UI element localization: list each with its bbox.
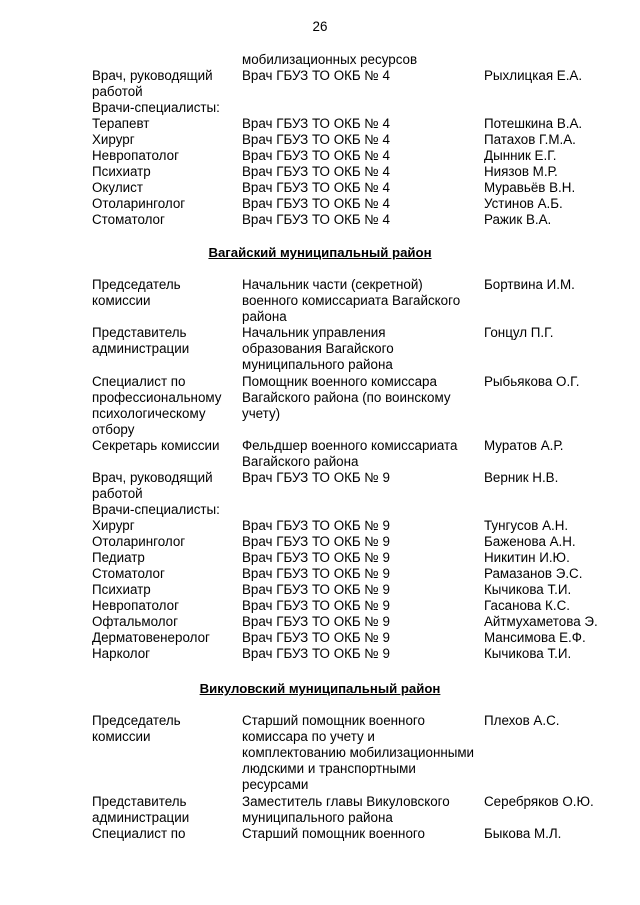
role-cell: Врачи-специалисты:: [92, 100, 220, 115]
role-cell: Невропатолог: [92, 148, 179, 163]
name-cell: Рыхлицкая Е.А.: [484, 68, 583, 83]
position-cell: Врач ГБУЗ ТО ОКБ № 4: [242, 68, 390, 83]
role-cell: Педиатр: [92, 550, 145, 565]
position-cell: Старший помощник военного: [242, 713, 425, 728]
name-cell: Муравьёв В.Н.: [484, 180, 576, 195]
name-cell: Ражик В.А.: [484, 212, 552, 227]
position-cell: военного комиссариата Вагайского: [242, 293, 461, 308]
role-cell: Председатель: [92, 713, 181, 728]
role-cell: Секретарь комиссии: [92, 438, 220, 453]
name-cell: Плехов А.С.: [484, 713, 560, 728]
position-cell: людскими и транспортными: [242, 761, 416, 776]
role-cell: психологическому: [92, 406, 206, 421]
position-cell: Врач ГБУЗ ТО ОКБ № 4: [242, 180, 390, 195]
position-cell: Врач ГБУЗ ТО ОКБ № 9: [242, 566, 390, 581]
position-cell: Врач ГБУЗ ТО ОКБ № 4: [242, 212, 390, 227]
position-cell: Врач ГБУЗ ТО ОКБ № 4: [242, 148, 390, 163]
role-cell: Стоматолог: [92, 212, 165, 227]
position-cell: Вагайского района: [242, 454, 359, 469]
name-cell: Бортвина И.М.: [484, 277, 575, 292]
name-cell: Кычикова Т.И.: [484, 582, 572, 597]
district-heading: Вагайский муниципальный район: [208, 245, 432, 260]
position-cell: Старший помощник военного: [242, 826, 425, 841]
role-cell: Хирург: [92, 132, 135, 147]
name-cell: Никитин И.Ю.: [484, 550, 570, 565]
position-cell: Врач ГБУЗ ТО ОКБ № 9: [242, 598, 390, 613]
name-cell: Быкова М.Л.: [484, 826, 562, 841]
role-cell: Отоларинголог: [92, 196, 186, 211]
name-cell: Верник Н.В.: [484, 470, 559, 485]
position-cell: Начальник управления: [242, 325, 386, 340]
name-cell: Тунгусов А.Н.: [484, 518, 569, 533]
position-cell: Помощник военного комиссара: [242, 374, 437, 389]
role-cell: Отоларинголог: [92, 534, 186, 549]
position-cell: Врач ГБУЗ ТО ОКБ № 9: [242, 550, 390, 565]
role-cell: работой: [92, 84, 143, 99]
position-cell: муниципального района: [242, 810, 393, 825]
name-cell: Ниязов М.Р.: [484, 164, 558, 179]
role-cell: администрации: [92, 810, 190, 825]
name-cell: Потешкина В.А.: [484, 116, 583, 131]
position-cell: Фельдшер военного комиссариата: [242, 438, 458, 453]
role-cell: Офтальмолог: [92, 614, 179, 629]
name-cell: Кычикова Т.И.: [484, 646, 572, 661]
position-cell: мобилизационных ресурсов: [242, 52, 418, 67]
name-cell: Устинов А.Б.: [484, 196, 563, 211]
role-cell: комиссии: [92, 729, 151, 744]
role-cell: комиссии: [92, 293, 151, 308]
position-cell: Врач ГБУЗ ТО ОКБ № 9: [242, 630, 390, 645]
role-cell: Специалист по: [92, 826, 186, 841]
district-heading: Викуловский муниципальный район: [199, 681, 441, 696]
name-cell: Мансимова Е.Ф.: [484, 630, 586, 645]
name-cell: Гонцул П.Г.: [484, 325, 554, 340]
role-cell: Нарколог: [92, 646, 151, 661]
role-cell: Специалист по: [92, 374, 186, 389]
name-cell: Муратов А.Р.: [484, 438, 564, 453]
position-cell: Начальник части (секретной): [242, 277, 423, 292]
position-cell: Врач ГБУЗ ТО ОКБ № 4: [242, 116, 390, 131]
page-number: 26: [312, 19, 328, 34]
role-cell: Представитель: [92, 325, 187, 340]
role-cell: Невропатолог: [92, 598, 179, 613]
position-cell: Врач ГБУЗ ТО ОКБ № 4: [242, 196, 390, 211]
name-cell: Айтмухаметова Э.: [484, 614, 598, 629]
position-cell: учету): [242, 406, 281, 421]
role-cell: Психиатр: [92, 582, 151, 597]
name-cell: Рыбьякова О.Г.: [484, 374, 580, 389]
role-cell: Врачи-специалисты:: [92, 502, 220, 517]
position-cell: Врач ГБУЗ ТО ОКБ № 9: [242, 582, 390, 597]
position-cell: комиссара по учету и: [242, 729, 375, 744]
position-cell: муниципального района: [242, 357, 393, 372]
name-cell: Баженова А.Н.: [484, 534, 576, 549]
role-cell: Психиатр: [92, 164, 151, 179]
position-cell: ресурсами: [242, 777, 309, 792]
position-cell: Врач ГБУЗ ТО ОКБ № 9: [242, 646, 390, 661]
role-cell: Хирург: [92, 518, 135, 533]
role-cell: Стоматолог: [92, 566, 165, 581]
position-cell: Врач ГБУЗ ТО ОКБ № 9: [242, 614, 390, 629]
position-cell: Врач ГБУЗ ТО ОКБ № 4: [242, 164, 390, 179]
role-cell: Терапевт: [92, 116, 150, 131]
position-cell: Вагайского района (по воинскому: [242, 390, 451, 405]
name-cell: Серебряков О.Ю.: [484, 794, 594, 809]
position-cell: Врач ГБУЗ ТО ОКБ № 4: [242, 132, 390, 147]
position-cell: комплектованию мобилизационными: [242, 745, 475, 760]
position-cell: района: [242, 309, 287, 324]
role-cell: Окулист: [92, 180, 143, 195]
role-cell: Представитель: [92, 794, 187, 809]
role-cell: Председатель: [92, 277, 181, 292]
role-cell: Врач, руководящий: [92, 470, 213, 485]
name-cell: Рамазанов Э.С.: [484, 566, 583, 581]
position-cell: Врач ГБУЗ ТО ОКБ № 9: [242, 534, 390, 549]
position-cell: образования Вагайского: [242, 341, 394, 356]
position-cell: Заместитель главы Викуловского: [242, 794, 450, 809]
name-cell: Дынник Е.Г.: [484, 148, 557, 163]
role-cell: работой: [92, 486, 143, 501]
role-cell: Врач, руководящий: [92, 68, 213, 83]
role-cell: администрации: [92, 341, 190, 356]
position-cell: Врач ГБУЗ ТО ОКБ № 9: [242, 470, 390, 485]
name-cell: Гасанова К.С.: [484, 598, 570, 613]
role-cell: отбору: [92, 422, 135, 437]
position-cell: Врач ГБУЗ ТО ОКБ № 9: [242, 518, 390, 533]
role-cell: Дерматовенеролог: [92, 630, 210, 645]
role-cell: профессиональному: [92, 390, 222, 405]
name-cell: Патахов Г.М.А.: [484, 132, 576, 147]
